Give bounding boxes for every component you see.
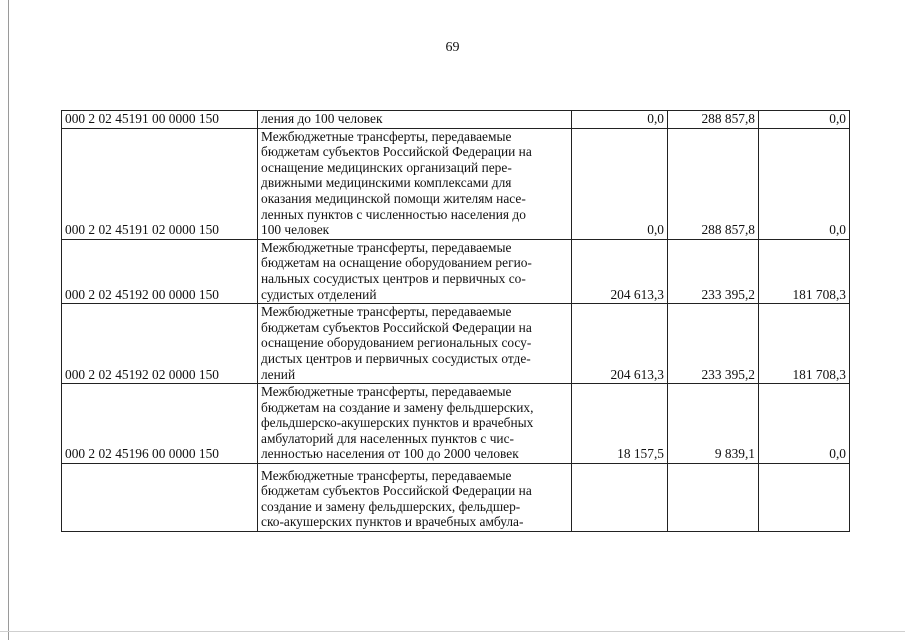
revenue-name-line: лений [261, 366, 296, 382]
revenue-name-cell [258, 111, 572, 129]
revenue-name-line: Межбюджетные трансферты, передаваемые [261, 384, 512, 400]
revenue-name-line: Межбюджетные трансферты, передаваемые [261, 304, 512, 320]
amount-year-2-cell [668, 464, 759, 532]
table-row [62, 128, 850, 239]
table-row [62, 384, 850, 464]
amount-year-3-cell [759, 464, 850, 532]
classification-code-cell: 000 2 02 45191 02 0000 150 [62, 128, 258, 239]
revenue-name-line: фельдшерско-акушерских пунктов и врачебных [261, 415, 534, 431]
revenue-name-cell [258, 239, 572, 303]
revenue-name-line: Межбюджетные трансферты, передаваемые [261, 128, 512, 144]
classification-code-cell: 000 2 02 45192 02 0000 150 [62, 304, 258, 384]
amount-year-2-cell: 288 857,8 [668, 111, 759, 129]
revenue-name-line: ско-акушерских пунктов и врачебных амбула- [261, 514, 524, 530]
amount-year-2-cell: 288 857,8 [668, 128, 759, 239]
table-row [62, 304, 850, 384]
revenue-name-line: бюджетам на оснащение оборудованием регио- [261, 255, 532, 271]
revenue-name-line: бюджетам на создание и замену фельдшерских, [261, 399, 534, 415]
revenue-name-line: ленностью населения от 100 до 2000 человек [261, 446, 519, 462]
revenue-name-line: оснащение оборудованием региональных сосу- [261, 335, 532, 351]
revenue-name-line: Межбюджетные трансферты, передаваемые [261, 239, 512, 255]
amount-year-3-cell: 0,0 [759, 384, 850, 464]
amount-year-2-cell: 9 839,1 [668, 384, 759, 464]
revenue-name-line: 100 человек [261, 222, 330, 238]
revenue-name-cell [258, 304, 572, 384]
table-row [62, 111, 850, 129]
classification-code-cell: 000 2 02 45196 00 0000 150 [62, 384, 258, 464]
classification-code-cell: 000 2 02 45191 00 0000 150 [62, 111, 258, 129]
revenue-name-line: Межбюджетные трансферты, передаваемые [261, 467, 512, 483]
revenue-name-line: бюджетам субъектов Российской Федерации на [261, 319, 532, 335]
amount-year-1-cell: 0,0 [572, 128, 668, 239]
budget-table-body [62, 111, 850, 532]
revenue-name-line: амбулаторий для населенных пунктов с чис- [261, 430, 515, 446]
revenue-name-line: оказания медицинской помощи жителям насе- [261, 190, 526, 206]
revenue-name-line: создание и замену фельдшерских, фельдшер- [261, 498, 521, 514]
revenue-name-cell [258, 384, 572, 464]
revenue-name-line: ления до 100 человек [261, 111, 383, 126]
revenue-name-cell [258, 464, 572, 532]
revenue-name-line: судистых отделений [261, 286, 377, 302]
page-number: 69 [445, 40, 460, 55]
revenue-name-line: ленных пунктов с численностью населения до [261, 206, 526, 222]
amount-year-3-cell: 181 708,3 [759, 304, 850, 384]
revenue-name-cell [258, 128, 572, 239]
classification-code-cell: 000 2 02 45192 00 0000 150 [62, 239, 258, 303]
amount-year-2-cell: 233 395,2 [668, 239, 759, 303]
scan-bottom-edge [0, 631, 905, 632]
amount-year-1-cell [572, 464, 668, 532]
amount-year-1-cell: 204 613,3 [572, 239, 668, 303]
scan-left-edge [8, 0, 9, 640]
amount-year-2-cell: 233 395,2 [668, 304, 759, 384]
revenue-name-line: бюджетам субъектов Российской Федерации на [261, 483, 532, 499]
amount-year-1-cell: 0,0 [572, 111, 668, 129]
revenue-name-line: нальных сосудистых центров и первичных со- [261, 270, 526, 286]
amount-year-3-cell: 181 708,3 [759, 239, 850, 303]
amount-year-1-cell: 18 157,5 [572, 384, 668, 464]
revenue-name-line: оснащение медицинских организаций пере- [261, 159, 512, 175]
amount-year-3-cell: 0,0 [759, 128, 850, 239]
table-row [62, 464, 850, 532]
table-row [62, 239, 850, 303]
revenue-name-line: движными медицинскими комплексами для [261, 175, 512, 191]
revenue-name-line: бюджетам субъектов Российской Федерации на [261, 144, 532, 160]
budget-table [61, 110, 850, 532]
revenue-name-line: дистых центров и первичных сосудистых отде- [261, 350, 531, 366]
amount-year-1-cell: 204 613,3 [572, 304, 668, 384]
amount-year-3-cell: 0,0 [759, 111, 850, 129]
classification-code-cell [62, 464, 258, 532]
